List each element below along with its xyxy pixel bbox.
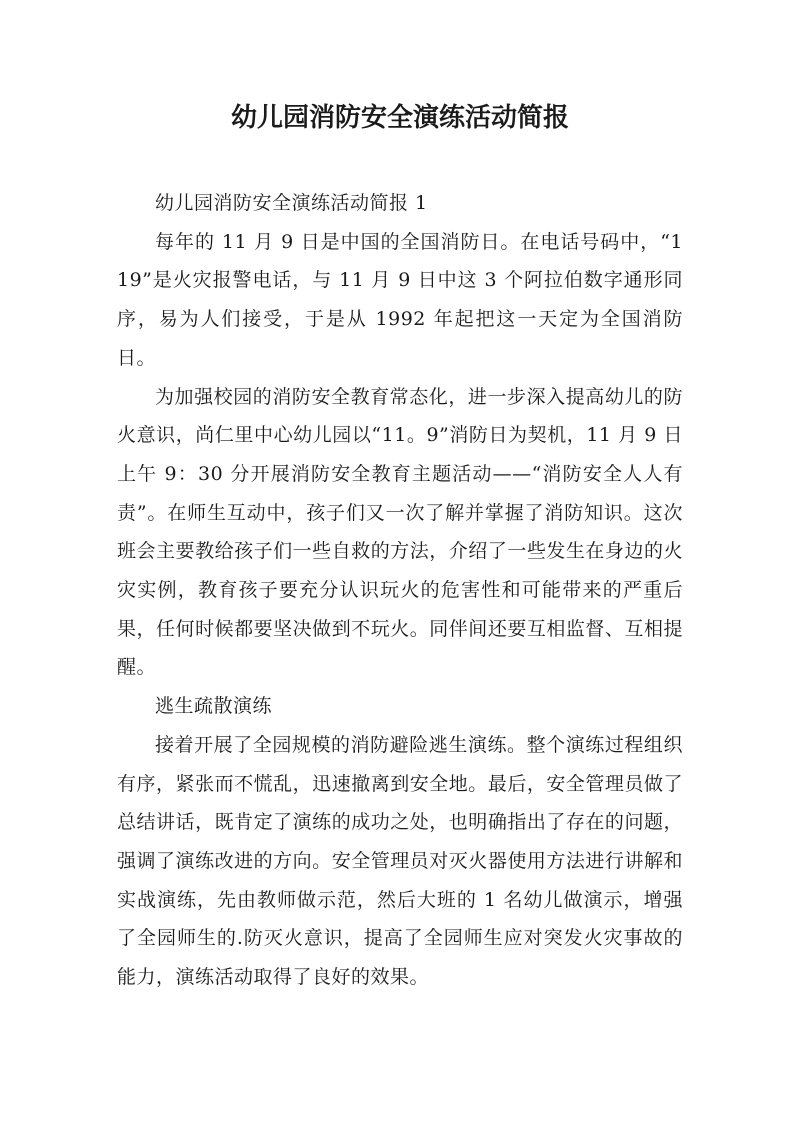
paragraph-evacuation-drill: 接着开展了全园规模的消防避险逃生演练。整个演练过程组织有序，紧张而不慌乱，迅速撤离到安全地。最后，安全管理员做了总结讲话，既肯定了演练的成功之处，也明确指出了存在的问题，强调了演练改进的方向。安全管理员对灭火器使用方法进行讲解和实战演练，先由教师做示范，然后大班的 1 名幼儿做演示，增强了全园师生的.防灭火意识，提高了全园师生应对突发火灾事故的能力，演练活动取得了良好的效果。	[117, 733, 683, 989]
document-body	[117, 184, 683, 997]
section-subtitle: 幼儿园消防安全演练活动简报 1	[155, 192, 428, 214]
document-title: 幼儿园消防安全演练活动简报	[230, 103, 569, 133]
paragraph-fire-day: 每年的 11 月 9 日是中国的全国消防日。在电话号码中，“119”是火灾报警电话，与 11 月 9 日中这 3 个阿拉伯数字通形同序，易为人们接受，于是从 1992 年起把这一天定为全国消防日。	[117, 230, 683, 369]
section-heading-evacuation: 逃生疏散演练	[155, 695, 273, 718]
paragraph-education-activity: 为加强校园的消防安全教育常态化，进一步深入提高幼儿的防火意识，尚仁里中心幼儿园以“11。9”消防日为契机，11 月 9 日上午 9：30 分开展消防安全教育主题活动——“消防安全人人有责”。在师生互动中，孩子们又一次了解并掌握了消防知识。这次班会主要教给孩子们一些自救的方法，介绍了一些发生在身边的火灾实例，教育孩子要充分认识玩火的危害性和可能带来的严重后果，任何时候都要坚决做到不玩火。同伴间还要互相监督、互相提醒。	[117, 385, 683, 679]
